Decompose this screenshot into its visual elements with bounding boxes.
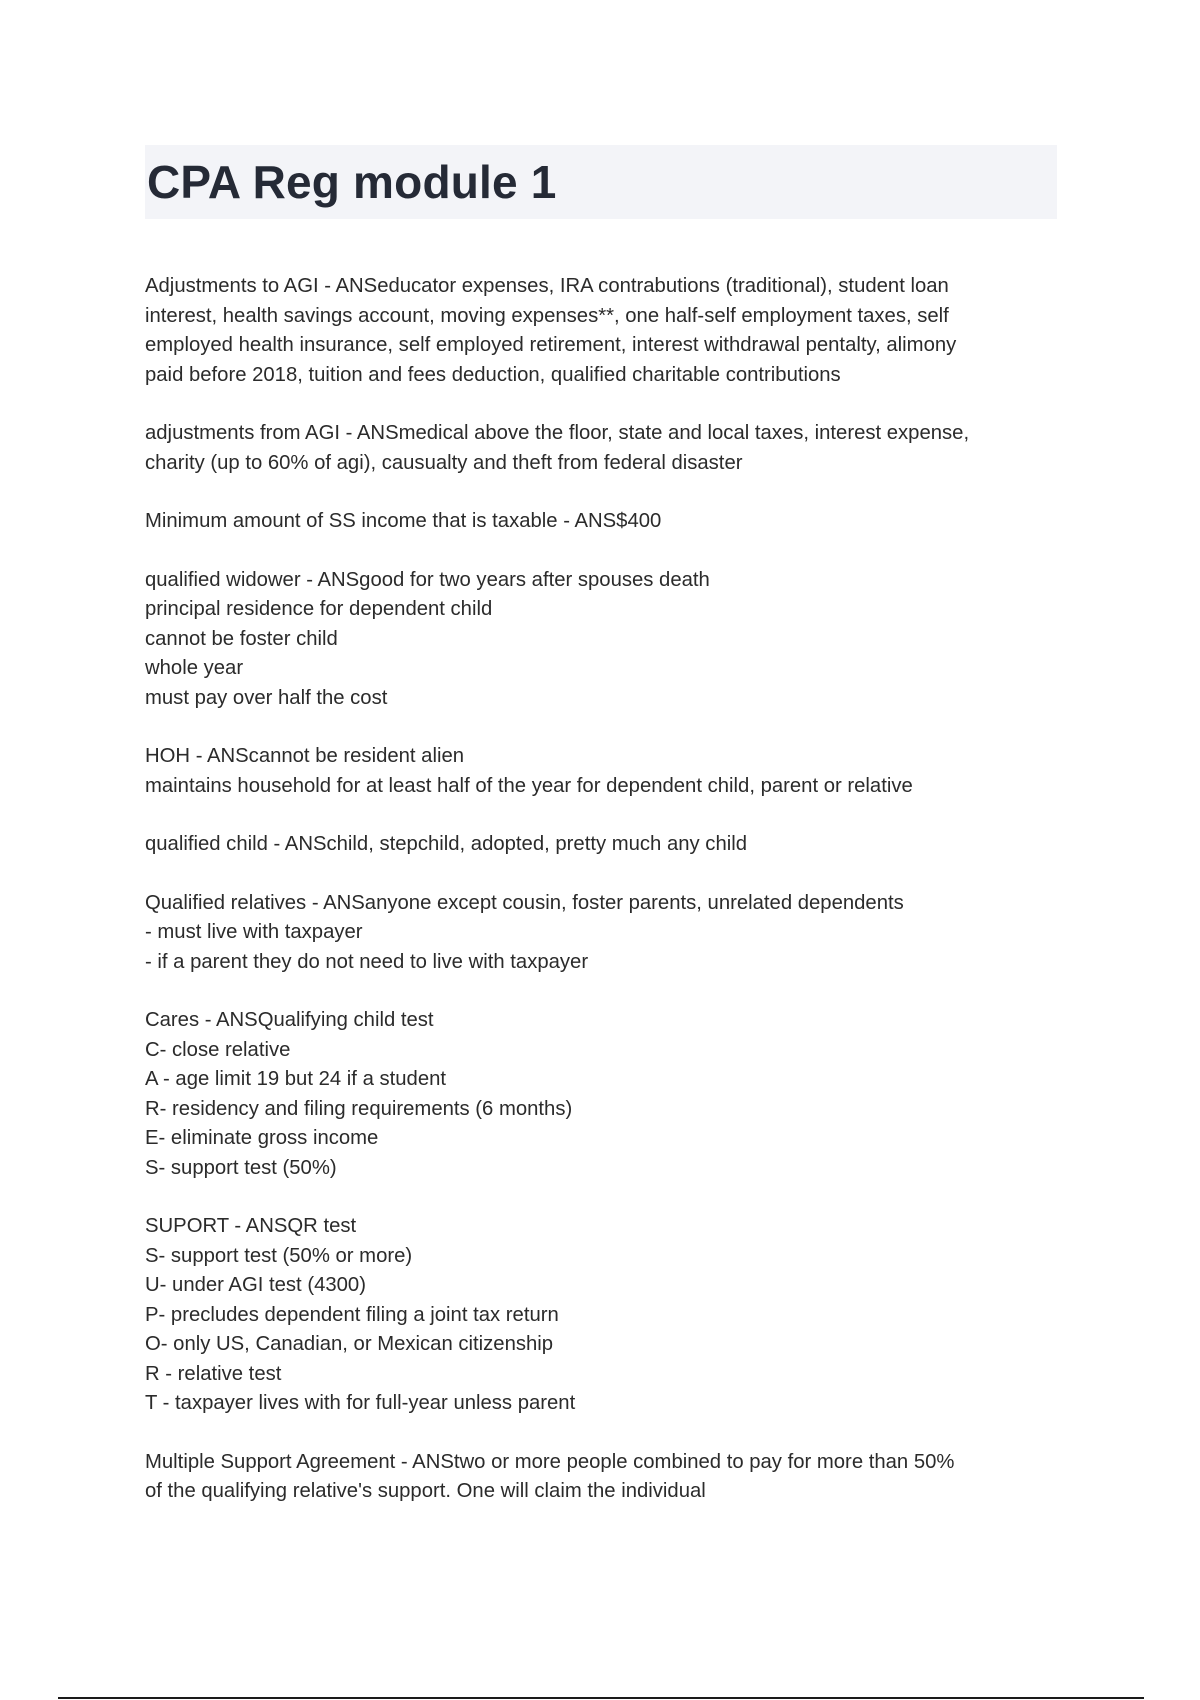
flashcard-entry — [145, 830, 1065, 860]
flashcard-entry — [145, 1448, 1065, 1507]
page-title: CPA Reg module 1 — [147, 156, 557, 208]
flashcard-detail-line: charity (up to 60% of agi), causualty and theft from federal disaster — [145, 451, 743, 474]
flashcard-detail-line: C- close relative — [145, 1038, 291, 1061]
flashcard-entry — [145, 1006, 1065, 1183]
flashcard-detail-line: P- precludes dependent filing a joint tax return — [145, 1303, 559, 1326]
flashcard-detail-line: - must live with taxpayer — [145, 921, 363, 943]
flashcard-detail-line: of the qualifying relative's support. One will claim the individual — [145, 1480, 706, 1502]
flashcard-detail-line: whole year — [145, 657, 244, 679]
flashcard-term-line: adjustments from AGI - ANSmedical above the floor, state and local taxes, interest expense, — [145, 422, 970, 444]
flashcard-entry — [145, 419, 1065, 478]
flashcard-entry — [145, 507, 1065, 537]
flashcard-term-line: HOH - ANScannot be resident alien — [145, 745, 465, 767]
flashcard-detail-line: R- residency and filing requirements (6 months) — [145, 1097, 573, 1120]
flashcard-detail-line: O- only US, Canadian, or Mexican citizenship — [145, 1333, 554, 1355]
flashcard-term-line: Adjustments to AGI - ANSeducator expenses, IRA contrabutions (traditional), student loan — [145, 275, 949, 297]
flashcard-detail-line: S- support test (50% or more) — [145, 1244, 413, 1267]
flashcard-detail-line: R - relative test — [145, 1362, 282, 1385]
flashcard-detail-line: S- support test (50%) — [145, 1156, 337, 1179]
flashcard-term-line: qualified child - ANSchild, stepchild, adopted, pretty much any child — [145, 833, 748, 855]
title-banner — [145, 145, 1057, 219]
flashcard-detail-line: cannot be foster child — [145, 627, 338, 650]
flashcard-detail-line: maintains household for at least half of the year for dependent child, parent or relative — [145, 774, 913, 797]
flashcard-detail-line: interest, health savings account, moving expenses**, one half-self employment taxes, self — [145, 304, 949, 327]
flashcard-entry — [145, 889, 1065, 978]
flashcard-entry — [145, 566, 1065, 714]
footer-divider — [58, 1697, 1144, 1699]
flashcard-detail-line: A - age limit 19 but 24 if a student — [145, 1068, 447, 1090]
flashcard-term-line: SUPORT - ANSQR test — [145, 1215, 357, 1237]
flashcard-term-line: Qualified relatives - ANSanyone except cousin, foster parents, unrelated dependents — [145, 891, 904, 914]
flashcard-detail-line: U- under AGI test (4300) — [145, 1274, 366, 1296]
flashcard-entry — [145, 742, 1065, 801]
flashcard-detail-line: paid before 2018, tuition and fees deduction, qualified charitable contributions — [145, 363, 841, 386]
flashcard-detail-line: - if a parent they do not need to live with taxpayer — [145, 950, 589, 973]
flashcard-detail-line: employed health insurance, self employed retirement, interest withdrawal pentalty, alimony — [145, 334, 957, 356]
flashcard-detail-line: E- eliminate gross income — [145, 1127, 379, 1149]
flashcard-detail-line: principal residence for dependent child — [145, 598, 493, 620]
flashcard-entry — [145, 272, 1065, 390]
flashcard-term-line: Minimum amount of SS income that is taxable - ANS$400 — [145, 510, 662, 532]
flashcard-entry — [145, 1212, 1065, 1419]
flashcard-term-line: qualified widower - ANSgood for two years after spouses death — [145, 568, 710, 591]
flashcard-term-line: Multiple Support Agreement - ANStwo or more people combined to pay for more than 50% — [145, 1450, 955, 1473]
flashcard-detail-line: T - taxpayer lives with for full-year unless parent — [145, 1392, 576, 1414]
flashcard-detail-line: must pay over half the cost — [145, 686, 388, 709]
flashcard-term-line: Cares - ANSQualifying child test — [145, 1009, 434, 1031]
flashcard-list — [145, 272, 1065, 1536]
